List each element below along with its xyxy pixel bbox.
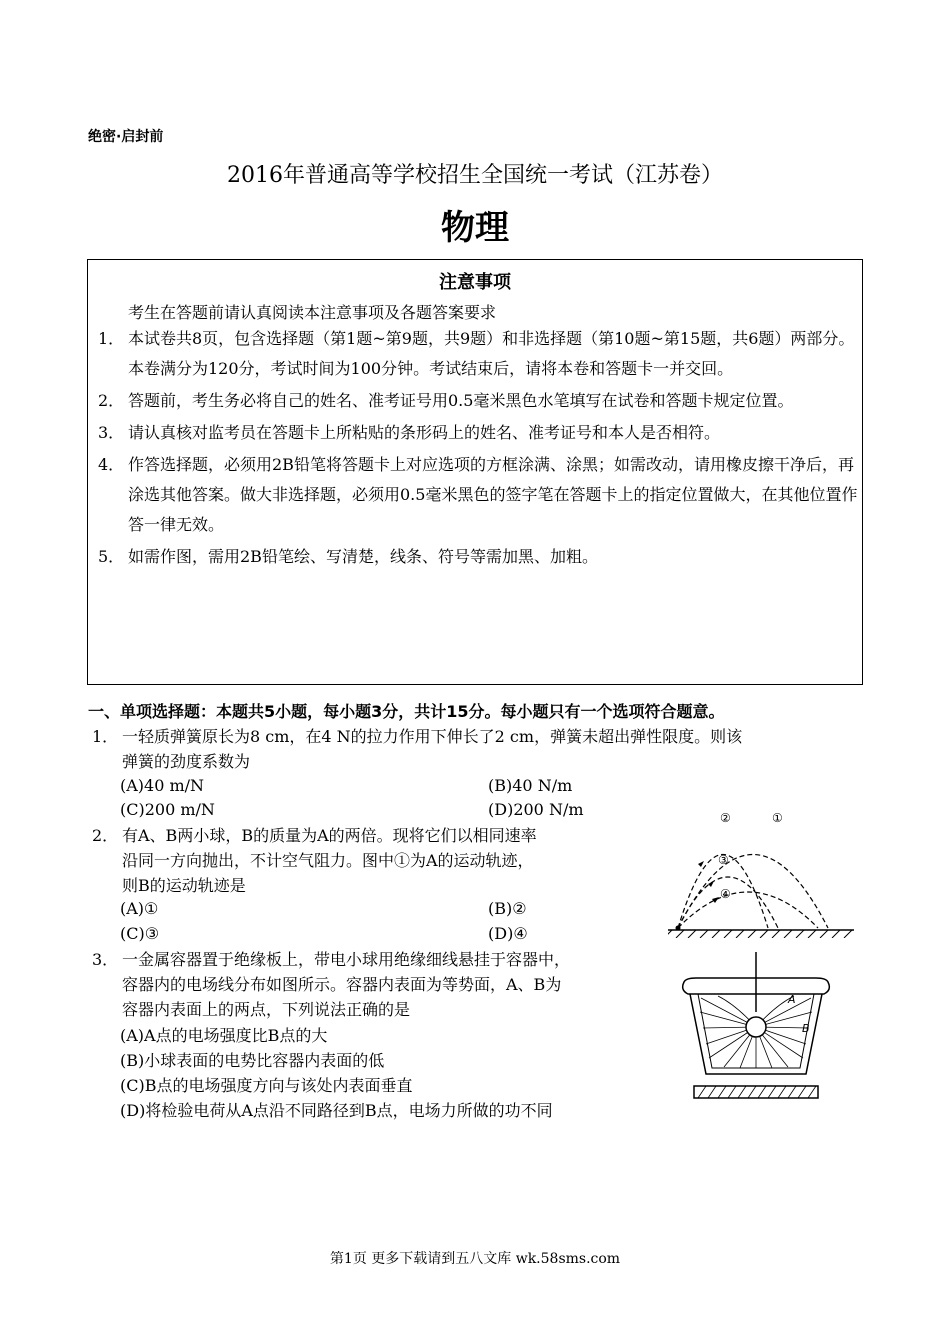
notice-intro: 考生在答题前请认真阅读本注意事项及各题答案要求 (128, 303, 497, 322)
trajectory-figure (668, 806, 854, 938)
notice-item-number: 4． (98, 455, 125, 474)
section-heading: 一、单项选择题：本题共5小题，每小题3分，共计15分。每小题只有一个选项符合题意。 (88, 702, 725, 721)
trajectory-label: ② (720, 811, 731, 825)
confidential-label: 绝密·启封前 (88, 129, 164, 145)
page-footer: 第1页 更多下载请到五八文库 wk.58sms.com (329, 1251, 621, 1267)
q1-option-d: (D)200 N/m (488, 800, 584, 819)
q1-option-a: (A)40 m/N (120, 776, 205, 795)
notice-item-number: 3． (98, 423, 125, 442)
question-number: 2． (92, 826, 119, 845)
question-stem-line: 一轻质弹簧原长为8 cm，在4 N的拉力作用下伸长了2 cm，弹簧未超出弹性限度。则该 (122, 727, 743, 746)
trajectory-3 (678, 877, 778, 928)
q2-option-a: (A)① (120, 899, 159, 918)
arrow-icon (708, 881, 714, 887)
q3-option-c: (C)B点的电场强度方向与该处内表面垂直 (120, 1076, 413, 1095)
subject-title: 物理 (441, 208, 509, 248)
q3-option-a: (A)A点的电场强度比B点的大 (120, 1026, 328, 1045)
question-3 (92, 947, 672, 1022)
question-number: 1． (92, 727, 119, 746)
q3-option-d: (D)将检验电荷从A点沿不同路径到B点，电场力所做的功不同 (120, 1101, 553, 1120)
notice-item-number: 5． (98, 547, 125, 566)
exam-title: 2016年普通高等学校招生全国统一考试（江苏卷） (227, 163, 723, 188)
point-label: A (788, 993, 796, 1006)
question-1 (92, 724, 872, 774)
notice-box (87, 259, 863, 685)
trajectory-4 (678, 892, 818, 928)
notice-item (98, 386, 858, 416)
question-2 (92, 823, 652, 898)
notice-item-text: 本试卷共8页，包含选择题（第1题~第9题，共9题）和非选择题（第10题~第15题，共6题）两部分。本卷满分为120分，考试时间为100分钟。考试结束后，请将本卷和答题卡一并交回。 (128, 329, 855, 378)
notice-item (98, 324, 858, 384)
question-stem-line: 弹簧的劲度系数为 (122, 752, 251, 771)
q1-option-c: (C)200 m/N (120, 800, 215, 819)
question-stem-line: 容器内表面上的两点，下列说法正确的是 (122, 1000, 411, 1019)
notice-item-text: 答题前，考生务必将自己的姓名、准考证号用0.5毫米黑色水笔填写在试卷和答题卡规定位置。 (128, 391, 794, 410)
notice-item-number: 2． (98, 391, 125, 410)
q1-option-b: (B)40 N/m (488, 776, 573, 795)
trajectory-label: ① (772, 811, 783, 825)
question-stem-line: 则B的运动轨迹是 (122, 876, 246, 895)
question-number: 3． (92, 950, 119, 969)
notice-item-text: 如需作图，需用2B铅笔绘、写清楚，线条、符号等需加黑、加粗。 (128, 547, 598, 566)
notice-heading: 注意事项 (439, 272, 511, 293)
notice-item-number: 1． (98, 329, 125, 348)
question-stem-line: 容器内的电场线分布如图所示。容器内表面为等势面，A、B为 (122, 975, 562, 994)
notice-list (98, 324, 858, 574)
container-field-figure (676, 950, 836, 1102)
notice-item (98, 450, 858, 540)
notice-item-text: 作答选择题，必须用2B铅笔将答题卡上对应选项的方框涂满、涂黑；如需改动，请用橡皮擦干净后，再涂选其他答案。做大非选择题，必须用0.5毫米黑色的签字笔在答题卡上的指定位置做大，在其他位置作答一律无效。 (128, 455, 858, 534)
arrow-icon (698, 861, 704, 867)
point-label: B (802, 1022, 810, 1035)
notice-item-text: 请认真核对监考员在答题卡上所粘贴的条形码上的姓名、准考证号和本人是否相符。 (128, 423, 721, 442)
q2-option-c: (C)③ (120, 924, 160, 943)
trajectory-label: ④ (720, 887, 731, 901)
q3-option-b: (B)小球表面的电势比容器内表面的低 (120, 1051, 385, 1070)
q2-option-b: (B)② (488, 899, 527, 918)
notice-item (98, 418, 858, 448)
notice-item (98, 542, 858, 572)
charged-ball (746, 1017, 766, 1037)
arrow-icon (712, 897, 719, 903)
trajectory-label: ③ (718, 853, 729, 867)
question-stem-line: 有A、B两小球，B的质量为A的两倍。现将它们以相同速率 (122, 826, 537, 845)
question-stem-line: 一金属容器置于绝缘板上，带电小球用绝缘细线悬挂于容器中， (122, 950, 571, 969)
q2-option-d: (D)④ (488, 924, 528, 943)
question-stem-line: 沿同一方向抛出，不计空气阻力。图中①为A的运动轨迹， (122, 851, 534, 870)
